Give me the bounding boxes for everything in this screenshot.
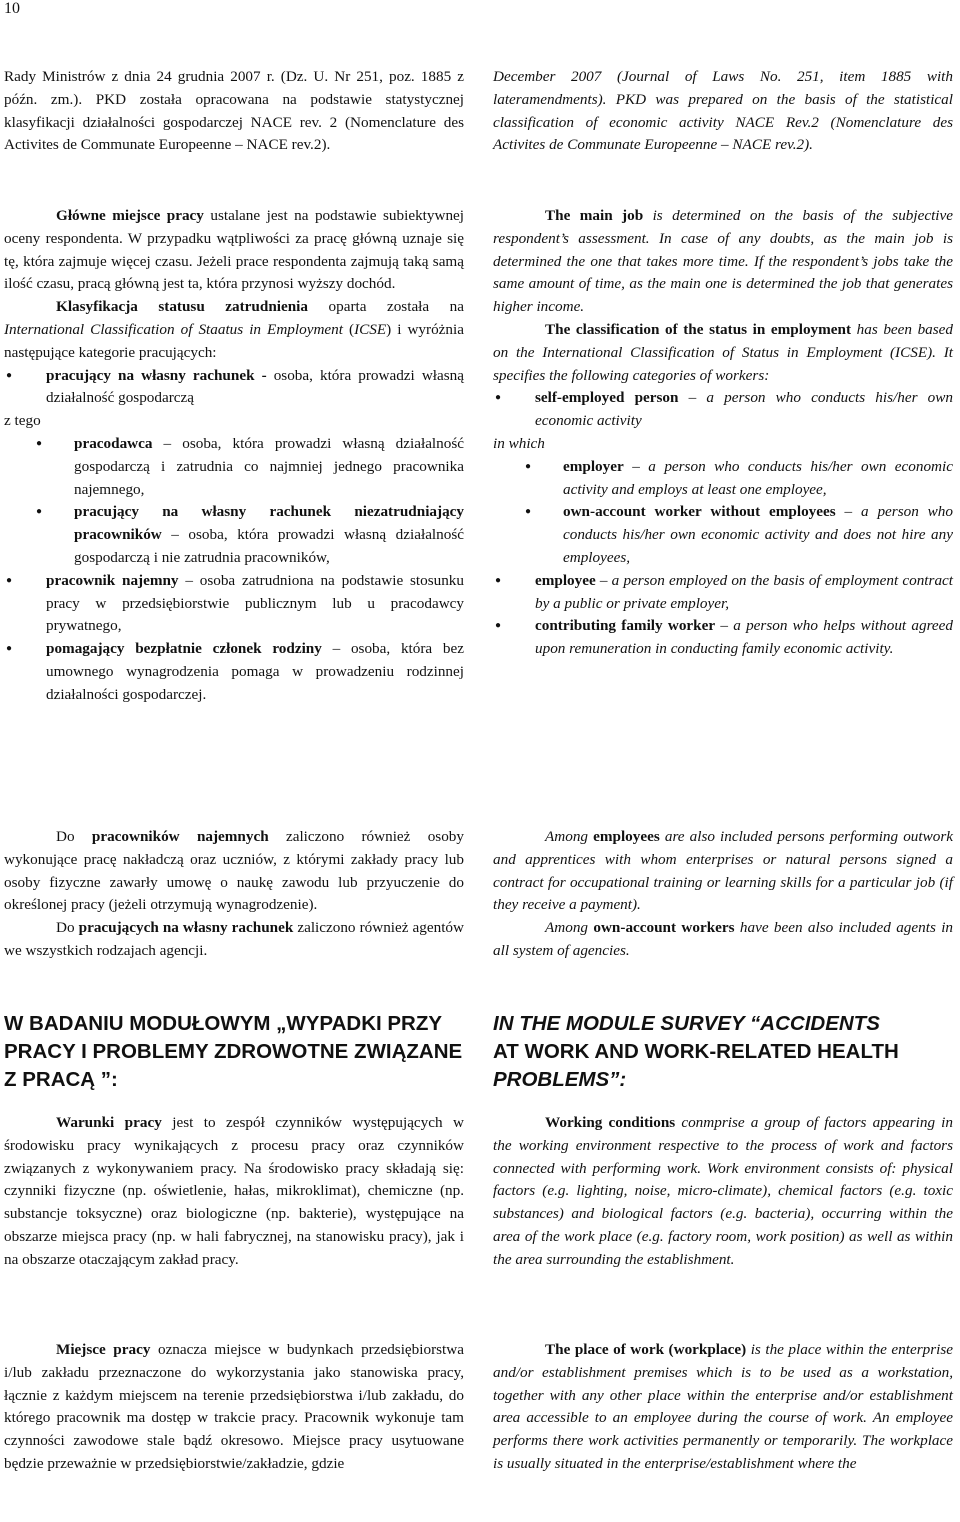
left-b3-text: – osoba, która prowadzi własną działalność gospodarczą i nie zatrudnia pracowników, (74, 526, 464, 566)
left-b2-text: – osoba, która prowadzi własną działalność gospodarczą i zatrudnia co najmniej jednego pracownika najemnego, (74, 434, 464, 498)
left-section-heading: W BADANIU MODUŁOWYM „WYPADKI PRZY PRACY I PROBLEMY ZDROWOTNE ZWIĄZANE Z PRACĄ ”: (4, 1012, 463, 1091)
right-section-heading (493, 1010, 958, 1094)
right-b2-term: employer (563, 457, 624, 475)
left-own-pre: Do (56, 919, 79, 937)
right-place-text: is the place within the enterprise and/or establishment premises which is to be used as a workstation, together with any other place within the enterprise and/or establishment area accessible to an employee during the course of work. An employee performs there work activities permanently or temporarily. The workplace is usually situated in the enterprise/establishment where the (493, 1341, 953, 1472)
right-bullet-own-account (493, 501, 953, 569)
right-main-job-term: The main job (545, 207, 644, 224)
right-b4-text: – a person employed on the basis of employment contract by a public or private employer, (535, 571, 953, 612)
left-cond-text: jest to zespół czynników występujących w środowisku pracy wynikających z procesu pracy oraz czynników związanych z wykonywaniem pracy. Na środowisko pracy składają się: czynniki fizyczne (np. oświetlenie, hałas, mikroklimat), chemiczne (np. substancje toksyczne) oraz biologiczne (np. bakterie), występujące na obszarze miejsca pracy (np. w hali fabrycznej, na stanowisku pracy), jak i na obszarze otaczającym zakład pracy. (4, 1114, 465, 1268)
left-bullet-employer (4, 433, 464, 501)
right-bullet-family-worker (493, 615, 953, 661)
left-class-term: Klasyfikacja statusu zatrudnienia (56, 298, 308, 316)
left-bullet-self-employed (4, 365, 464, 411)
left-class-text2: ( (342, 320, 355, 338)
right-main-job (493, 205, 953, 661)
left-workplace (4, 1339, 464, 1476)
left-class-icse: ICSE (354, 320, 387, 338)
right-intro-text: December 2007 (Journal of Laws No. 251, item 1885 with lateramendments). PKD was prepared on the basis of the statistical classification of economic activity NACE Rev.2 (Nomenclature des Activites de Communate Europeenne – NACE rev.2). (493, 68, 953, 154)
right-b3-text: – a person who conducts his/her own economic activity and does not hire any employees, (563, 503, 953, 566)
right-in-which: in which (493, 434, 545, 452)
left-class-text1: oparta została na (308, 298, 464, 316)
left-hired (4, 826, 464, 963)
left-hired-text: zaliczono również osoby wykonujące pracę nakładczą oraz uczniów, z którymi zakłady pracy lub osoby fizyczne zawarły umowę o naukę zawodu lub przyuczenie do określonej pracy (jeżeli otrzymują wynagrodzenie). (4, 828, 464, 914)
left-b5-term: pomagający bezpłatnie członek rodziny (46, 640, 322, 658)
left-place-text: oznacza miejsce w budynkach przedsiębiorstwa i/lub zakładu przeznaczone do wykorzystania jako stanowiska pracy, łącznie z każdym miejscem na terenie przedsiębiorstwa i/lub zakładu, do którego pracownik ma dostęp w trakcie pracy. Pracownik wykonuje tam czynności zawodowe stale bądź okresowo. Miejsce pracy usytuowane będzie przeważnie w przedsiębiorstwie/zakładzie, gdzie (4, 1341, 464, 1472)
right-heading-line2: AT WORK AND WORK-RELATED HEALTH (493, 1040, 899, 1063)
right-workplace (493, 1339, 953, 1476)
right-cond-term: Working conditions (545, 1114, 676, 1131)
right-bullet-employee (493, 570, 953, 616)
left-b5-text: – osoba, która bez umownego wynagrodzenia pomaga w prowadzeniu rodzinnej działalności gospodarczej. (46, 640, 464, 703)
left-main-job-text: ustalane jest na podstawie subiektywnej oceny respondenta. W przypadku wątpliwości za pracę główną uznaje się tę, która zajmuje więcej czasu. Jeżeli prace respondenta zajmują taką samą ilość czasu, pracą główną jest ta, która przynosi wyższy dochód. (4, 207, 464, 293)
left-z-tego: z tego (4, 412, 41, 430)
right-b1-term: self-employed person (535, 389, 679, 407)
left-hired-term: pracowników najemnych (91, 828, 269, 845)
right-own-pre: Among (545, 919, 594, 937)
right-hired-text: are also included persons performing outwork and apprentices with whom enterprises or natural persons signed a contract for occupational training or learning skills for a particular job (if they receive a payment). (493, 828, 953, 914)
left-bullet-family-worker (4, 638, 464, 706)
page-number: 10 (4, 0, 20, 17)
left-b4-term: pracownik najemny (46, 571, 179, 589)
right-b4-term: employee (535, 571, 596, 589)
right-b2-text: – a person who conducts his/her own economic activity and employs at least one employee, (563, 457, 953, 498)
left-own-term: pracujących na własny rachunek (78, 919, 294, 937)
left-b3-term: pracujący na własny rachunek niezatrudniający pracowników (74, 503, 464, 544)
left-b1-text: osoba, która prowadzi własną działalność gospodarczą (46, 366, 464, 407)
right-own-text: have been also included agents in all system of agencies. (493, 919, 954, 959)
right-own-term: own-account workers (593, 919, 735, 937)
left-place-term: Miejsce pracy (56, 1341, 151, 1358)
right-class-text: has been based on the International Classification of Status in Employment (ICSE). It specifies the following categories of workers: (493, 320, 954, 384)
right-bullet-self-employed (493, 387, 953, 433)
right-cond-text: conmprise a group of factors appearing in the working environment respective to the process of work and factors connected with performing work. Work environment consists of: physical factors (e.g. lighting, noise, micro-climate), chemical factors (e.g. toxic substances) and biological factors (e.g. bacteria), occurring within the area of the work place (e.g. factory room, work position) as well as within the area surrounding the establishment. (493, 1114, 953, 1268)
right-class-term: The classification of the status in employment (545, 320, 852, 338)
right-place-term: The place of work (workplace) (545, 1341, 747, 1358)
left-hired-pre: Do (56, 828, 92, 845)
right-b5-term: contributing family worker (535, 617, 716, 635)
right-conditions (493, 1112, 953, 1272)
right-main-job-text: is determined on the basis of the subjective respondent’s assessment. In case of any doubts, as the main job is determined the one that takes more time. If the respondent’s jobs take the same amount of time, as the main one is determined the job that generates higher income. (493, 207, 954, 316)
right-b1-text: – a person who conducts his/her own economic activity (535, 389, 953, 430)
right-heading-line3: PROBLEMS”: (493, 1068, 627, 1091)
right-b3-term: own-account worker without employees (563, 503, 836, 521)
right-intro (493, 66, 953, 157)
right-hired (493, 826, 953, 963)
left-cond-term: Warunki pracy (56, 1114, 162, 1131)
left-class-italic: International Classification of Staatus in Employment (4, 320, 343, 338)
left-b4-text: – osoba zatrudniona na podstawie stosunku pracy w przedsiębiorstwie publicznym lub u pracodawcy prywatnego, (46, 571, 464, 635)
left-conditions (4, 1112, 464, 1272)
left-bullet-own-account (4, 501, 464, 569)
left-bullet-employee (4, 570, 464, 638)
left-main-job (4, 205, 464, 707)
right-heading-line1: IN THE MODULE SURVEY “ACCIDENTS (493, 1012, 880, 1035)
left-intro-text: Rady Ministrów z dnia 24 grudnia 2007 r. (Dz. U. Nr 251, poz. 1885 z późn. zm.). PKD została opracowana na podstawie statystycznej klasyfikacji działalności gospodarczej NACE rev. 2 (Nomenclature des Activites de Communate Europeenne – NACE rev.2). (4, 68, 464, 154)
left-b2-term: pracodawca (74, 434, 153, 452)
right-hired-pre: Among (545, 828, 594, 845)
right-bullet-employer (493, 456, 953, 502)
left-main-job-term: Główne miejsce pracy (56, 207, 204, 224)
left-b1-term: pracujący na własny rachunek - (46, 366, 267, 384)
left-class-text3: ) i wyróżnia następujące kategorie pracujących: (4, 320, 464, 361)
left-intro (4, 66, 464, 157)
left-own-text: zaliczono również agentów we wszystkich rodzajach agencji. (4, 919, 464, 959)
right-hired-term: employees (593, 828, 660, 845)
right-b5-text: – a person who helps without agreed upon remuneration in conducting family economic activity. (535, 617, 954, 658)
